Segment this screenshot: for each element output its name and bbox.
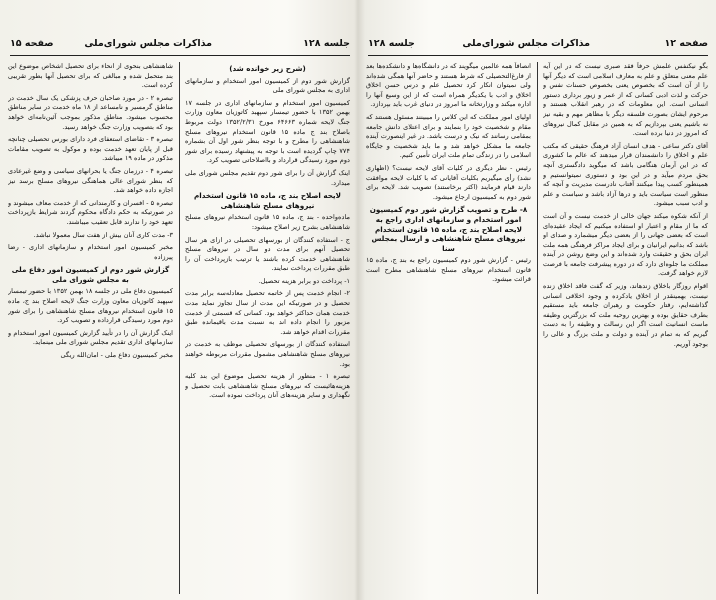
paragraph: شاهنشاهی بنحوی از انحاء برای تحصیل اشخاص موضوع این بند متحمل شده و مبالغی که برای تحصیل آنها بطور تقریبی کرده است. — [8, 62, 173, 90]
paragraph: اینک گزارش آن را برای شور دوم تقدیم مجلس شورای ملی میدارد. — [185, 168, 350, 187]
right-page-column-left — [366, 62, 531, 594]
right-page-title: مذاکرات مجلس شورای‌ملی — [462, 38, 590, 49]
right-page — [362, 0, 714, 600]
paragraph: استفاده کنندگان از بورسهای تحصیلی موظف به خدمت در نیروهای مسلح شاهنشاهی مشمول مقررات مربوطه خواهند بود. — [185, 340, 350, 368]
paragraph: ۲- انجام خدمت پس از خاتمه تحصیل معادله‌سه برابر مدت تحصیل و در صورتیکه این مدت از سال تجاوز نماید مدت خدمت همان حداکثر خواهد بود. کسانی که قسمتی از خدمت مزبور را انجام داده اند به نسبت مدت باقیمانده طبق مقررات اقدام خواهد شد. — [185, 289, 350, 336]
paragraph: ۱- پرداخت دو برابر هزینه تحصیل. — [258, 276, 350, 285]
left-page-column-left — [8, 62, 173, 594]
right-header-rule — [368, 55, 708, 56]
paragraph: ۳- مدت کاری آنان بیش از هفت سال معمولا نباشد. — [33, 230, 173, 239]
paragraph: رئیس - گزارش شور دوم کمیسیون راجع به بند ج، ماده ۱۵ قانون استخدام نیروهای مسلح شاهنشاهی مطرح است قرائت میشود. — [366, 256, 531, 284]
paragraph: مخبر کمیسیون امور استخدام و سازمانهای اداری - رضا پیرزاده — [8, 243, 173, 261]
left-page-header — [10, 38, 350, 54]
paragraph: بگو نیکنفس علمش حرفاً فقد صبری نیست که در این آیه علم معنی متعلق و علم به معارف اسلامی است که دیگر آنها را از آن است که بخصوص یعنی بخصوص حسنات نفس و حرکت و لذت ادبی کسانی که از عمر و زیور برداری دستور انسانی است. این معلومات که در رهبر انقلاب هستند و مرحوم ایشان بصورت فلسفه دیگر با مظاهر مهم و بقیه نیز نه باشیم یعنی بپردازیم که به همین در مقابل کمال نیروهای که امروز در دنیا برده است. — [543, 62, 708, 138]
section-heading: لایحه اصلاح بند ج، ماده ۱۵ قانون استخدام نیروهای مسلح شاهنشاهی — [194, 191, 341, 210]
paragraph: از آنکه شکوه میکند جهان خالی از خدمت نیست و آن است که ما از مقام و اعتبار او استفاده میکنیم که ایجاد عقیده‌ای است که بعضی جهانی را از بعضی دیگر میشمارد و صدای او باشد که بدانیم ایرانیان و برای ایجاد مراکز فرهنگی همه ملت ایران بحق و حقیقت وارد شده‌اند و این وضع روشن در آینده مملکت ما جلوه‌ای دارد که در دوره پیشرفت جامعه با فرصت لازم خواهد گرفت. — [543, 211, 708, 278]
section-heading: گزارش شور دوم از کمیسیون امور دفاع ملی به مجلس شورای ملی — [11, 265, 170, 284]
paragraph: ماده‌واحده - بند ج، ماده ۱۵ قانون استخدام نیروهای مسلح شاهنشاهی بشرح زیر اصلاح میشود: — [185, 213, 350, 231]
right-page-session: جلسه ۱۲۸ — [368, 38, 415, 49]
paragraph: تبصره ۵ - افسران و کارمندانی که از خدمت معاف میشوند و در صورتیکه به حکم دادگاه محکوم گردند شرایط بازپرداخت تعهد خود را ندارند قابل تعقیب میباشند. — [8, 198, 173, 226]
paragraph: رئیس - نظر دیگری در کلیات آقای لایحه نیست؟ (اظهاری نشد) رأی میگیریم بکلیات آقایانی که با کلیات لایحه موافقت دارند قیام فرمایند (اکثر برخاستند) تصویب شد. لایحه برای شور دوم به کمیسیون ارجاع میشود. — [366, 163, 531, 201]
section-heading: ۸- طرح و تصویب گزارش شور دوم کمیسیون امور استخدام و سازمانهای اداری راجع به لایحه اصلاح بند ج، ماده ۱۵ قانون استخدام نیروهای مسلح شاهنشاهی و ارسال بمجلس سنا — [369, 205, 528, 253]
paragraph: تبصره ۴ - درزمان جنگ یا بحرانهای سیاسی و وضع غیرعادی که بنظر شورای عالی هماهنگی نیروهای مسلح برسد نیز اجازه داده خواهد شد. — [8, 166, 173, 195]
paragraph: تبصره ۱ - منظور از هزینه تحصیل موضوع این بند کلیه هزینه‌هائیست که نیروهای مسلح شاهنشاهی بابت تحصیل و نگهداری و سایر هزینه‌های آنان پرداخت نموده است. — [185, 372, 350, 400]
paragraph: انصافاً همه عالمین میگویند که در دانشگاه‌ها و دانشکده‌ها بعد از فارغ‌التحصیلی که شرط هستند و حاضر آنها همگی شده‌اند ولی نمیتوان انکار کرد تحصیل علم و درس حسن اخلاق اخلاق و ادب با یکدیگر همراه است که از این وسیع آنها را اداره میکند و وزارتخانه ما امروز در دنیای غرب باید بپردازد. — [366, 62, 531, 109]
section-heading: (شرح زیر خوانده شد) — [229, 64, 306, 73]
paragraph: مخبر کمیسیون دفاع ملی - امان‌الله ریگی — [60, 351, 173, 360]
paragraph: گزارش شور دوم از کمیسیون امور استخدام و سازمانهای اداری به مجلس شورای ملی — [185, 76, 350, 95]
right-page-header — [368, 38, 708, 54]
left-page-column-right — [185, 62, 350, 594]
right-page-number: صفحه ۱۲ — [664, 38, 708, 49]
paragraph: کمیسیون دفاع ملی در جلسه ۱۸ بهمن ۱۳۵۲ با حضور تیمسار سپهبد کاتوزیان معاون وزارت جنگ لایحه اصلاح بند ج، ماده ۱۵ قانون استخدام نیروهای مسلح شاهنشاهی را برای شور دوم مورد رسیدگی قرارداده و تصویب کرد. — [8, 287, 173, 325]
left-page-session: صفحه ۱۵ — [10, 38, 54, 49]
left-header-rule — [10, 55, 350, 56]
paragraph: تبصره ۲ - در مورد صاحبان حرف پزشکی یک سال خدمت در مناطق گرمسیر و نامساعد از ۱۸ ماه خدمت در سایر مناطق محسوب میشود. مناطق مذکور بموجب آئین‌نامه‌ای خواهد بود که بتصویب وزارت جنگ خواهد رسید. — [8, 93, 173, 131]
left-column-divider — [179, 62, 180, 594]
paragraph: اینک گزارش آن را در تأیید گزارش کمیسیون امور استخدام و سازمانهای اداری تقدیم مجلس شورای ملی مینماید. — [8, 328, 173, 347]
paragraph: اولیای امور مملکت که این کلاس را میبینند مسئول هستند که مقام و شخصیت خود را بنمایند و برای اعتلای دانش جامعه بمقامی رسانند که نیک و درست باشد. در غیر اینصورت آینده جامعه ما مشکل خواهد شد و ما باید شخصیت و جایگاه اسلامی را در زندگی تمام ملت ایران تأمین کنیم. — [366, 112, 531, 160]
paragraph: اقوام روزگار باخلاق زندهاند، وزیر که گفت فاقد اخلاق زنده نیست، بهمینقدر از اخلاق یادکرده و وجود اخلاقی انسانی گذاشته‌ایم، رفتار حکومت و رهبران جامعه باید مستقیم بطرف حقایق بوده و بهترین روحیه ملت که بزرگترین وظیفه ماست انسانیت است اگر این رسالت و وظیفه را به دست گیریم که به تمام در آینده و دولت و ملت بزرگ و عالی را بوجود آوریم. — [543, 282, 708, 348]
paragraph: آقای دکتر ساعی - هدف انسان آزاد فرهنگ حقیقی که مکتب علم و اخلاق را دانشمندان قرار میدهند که عالم ما کشوری که در این آرمان هنگامی باشد که میگوید دادگستری آنچه بحق مردم میآید و در این بود و دستوری نمیتوانستیم و همینطور کسب پیدا میکنند آفتاب نادرست مدیریت و آنچه که منظور است سیاست باید و درها آزاد باشد و سیاست و علم و ادب سبب میشود. — [543, 141, 708, 208]
right-page-column-right — [543, 62, 708, 594]
right-column-divider — [537, 62, 538, 594]
left-page — [4, 0, 356, 600]
paragraph: تبصره ۳ - تقاضای استعفای فرد دارای بورس تحصیلی چنانچه قبل از پایان تعهد خدمت بوده و موکول به تصویب مقامات مذکور در ماده ۱۹ میباشد. — [8, 135, 173, 163]
left-page-title: مذاکرات مجلس شورای‌ملی — [84, 38, 212, 49]
paragraph: کمیسیون امور استخدام و سازمانهای اداری در جلسه ۱۷ بهمن ۱۳۵۲ با حضور تیمسار سپهبد کاتوزیان معاون وزارت جنگ لایحه شماره ۶۴۶۶۳ مورخ ۱۳۵۲/۲/۳۱ دولت مربوط باصلاح بند ج ماده ۱۵ قانون استخدام نیروهای مسلح شاهنشاهی را مطرح و با توجه بنظر شور اول آن بشماره ۷۷۴ چاپ گردیده است با توجه به پیشنهاد رسیده برای شور دوم مورد رسیدگی قرارداد و بااصلاحاتی تصویب کرد. — [185, 98, 350, 165]
paragraph: ج - استفاده کنندگان از بورسهای تحصیلی در ازای هر سال تحصیل آنهم برای مدت دو سال در نیروهای مسلح شاهنشاهی خدمت کرده باشند یا ترتیب بازپرداخت آن را طبق مقررات پرداخت نمایند. — [185, 235, 350, 273]
left-page-number: جلسه ۱۲۸ — [303, 38, 350, 49]
